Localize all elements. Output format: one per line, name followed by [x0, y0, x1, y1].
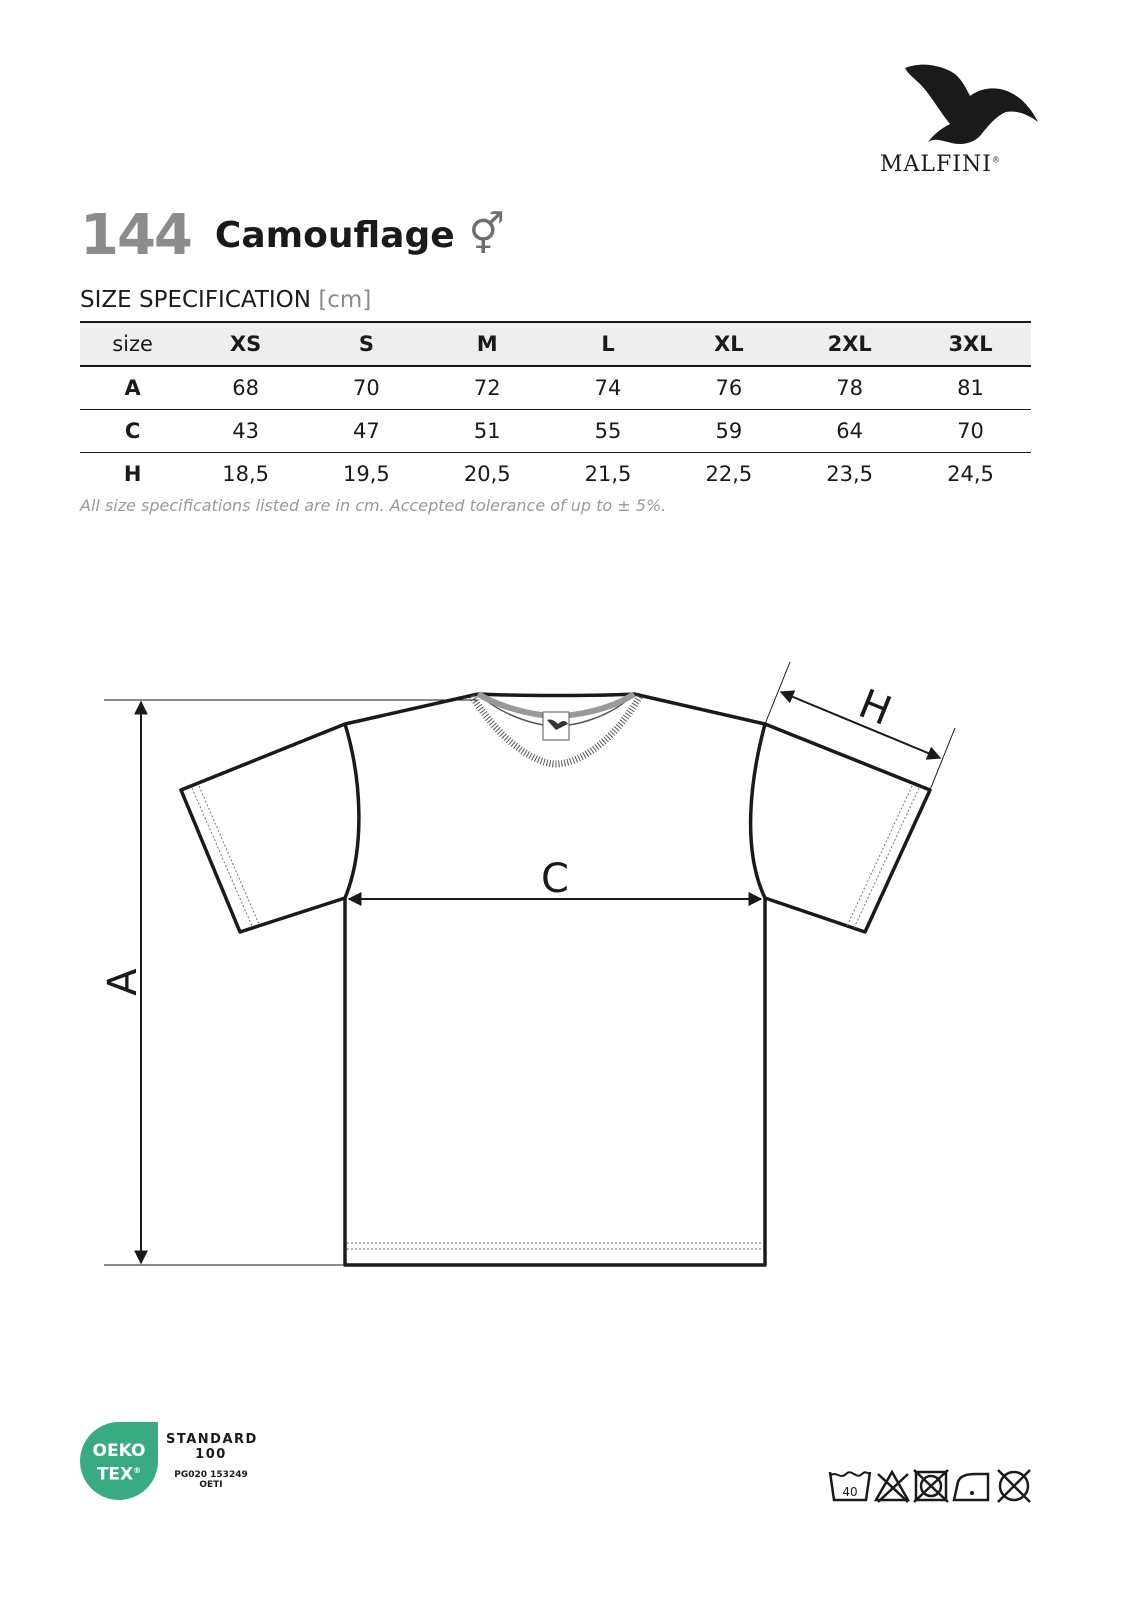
column-header: S [358, 332, 374, 356]
table-cell: 24,5 [947, 462, 994, 486]
eagle-logo-icon [900, 60, 1040, 150]
label-a: A [100, 968, 146, 996]
table-row [80, 410, 1031, 453]
table-row [80, 453, 1031, 496]
svg-text:40: 40 [842, 1485, 858, 1499]
column-header: L [601, 332, 615, 356]
table-cell: 74 [594, 376, 622, 400]
left-sleeve-stitch [192, 788, 252, 926]
care-symbols [826, 1466, 1036, 1506]
oeko-tex-badge [80, 1422, 158, 1500]
no-tumble-dry-icon [914, 1470, 948, 1502]
table-cell: 18,5 [222, 462, 269, 486]
label-h: H [852, 680, 898, 735]
iron-low-icon [954, 1474, 988, 1500]
no-bleach-icon [876, 1472, 908, 1502]
table-cell: 23,5 [826, 462, 874, 486]
table-cell: 51 [473, 419, 501, 443]
table-cell: 47 [353, 419, 380, 443]
tshirt-diagram [0, 640, 1131, 1300]
table-cell: H [123, 462, 142, 486]
table-cell: C [124, 419, 141, 443]
shirt-outline [181, 694, 930, 1265]
column-header: M [476, 332, 498, 356]
h-guide [765, 662, 790, 724]
column-header: XL [714, 332, 744, 356]
product-title [80, 200, 505, 270]
oeko-tex-text: OEKO TEX® [92, 1441, 146, 1485]
right-sleeve-stitch [854, 788, 919, 928]
standard-100-block [166, 1432, 256, 1490]
right-sleeve-stitch [847, 786, 912, 926]
table-cell: 64 [836, 419, 864, 443]
wash-40-icon [830, 1472, 870, 1500]
table-cell: 81 [957, 376, 984, 400]
table-cell: 78 [836, 376, 864, 400]
table-cell: 22,5 [705, 462, 753, 486]
no-dry-clean-icon [998, 1470, 1030, 1502]
spec-heading: SIZE SPECIFICATION [cm] [80, 287, 372, 313]
column-header: XS [229, 332, 262, 356]
tolerance-note: All size specifications listed are in cm. Accepted tolerance of up to ± 5%. [80, 496, 667, 515]
product-code: 144 [80, 202, 191, 268]
unisex-icon: ⚥ [468, 212, 505, 258]
size-table [80, 321, 1031, 495]
table-cell: 70 [353, 376, 380, 400]
cert-institute: OETI [199, 1480, 223, 1490]
table-cell: 21,5 [584, 462, 632, 486]
standard-number: 100 [195, 1447, 227, 1462]
cert-number: PG020 153249 [174, 1470, 248, 1480]
brand-name: MALFINI® [880, 152, 1001, 177]
table-cell: 19,5 [343, 462, 390, 486]
table-cell: 76 [715, 376, 743, 400]
label-c: C [541, 856, 569, 902]
table-header-row [80, 322, 1031, 366]
table-cell: 55 [594, 419, 622, 443]
table-cell: 68 [232, 376, 259, 400]
table-cell: 20,5 [463, 462, 511, 486]
table-cell: 70 [957, 419, 984, 443]
column-header: 2XL [827, 332, 872, 356]
table-cell: 72 [473, 376, 501, 400]
spec-unit: [cm] [318, 287, 372, 313]
h-guide [930, 728, 955, 790]
standard-label: STANDARD [166, 1432, 258, 1447]
column-header: 3XL [948, 332, 993, 356]
table-cell: A [124, 376, 141, 400]
table-cell: 59 [715, 419, 743, 443]
brand-logo [880, 60, 1060, 190]
table-row [80, 366, 1031, 410]
product-name: Camouflage [214, 214, 455, 256]
column-header: size [112, 332, 153, 356]
table-cell: 43 [232, 419, 259, 443]
